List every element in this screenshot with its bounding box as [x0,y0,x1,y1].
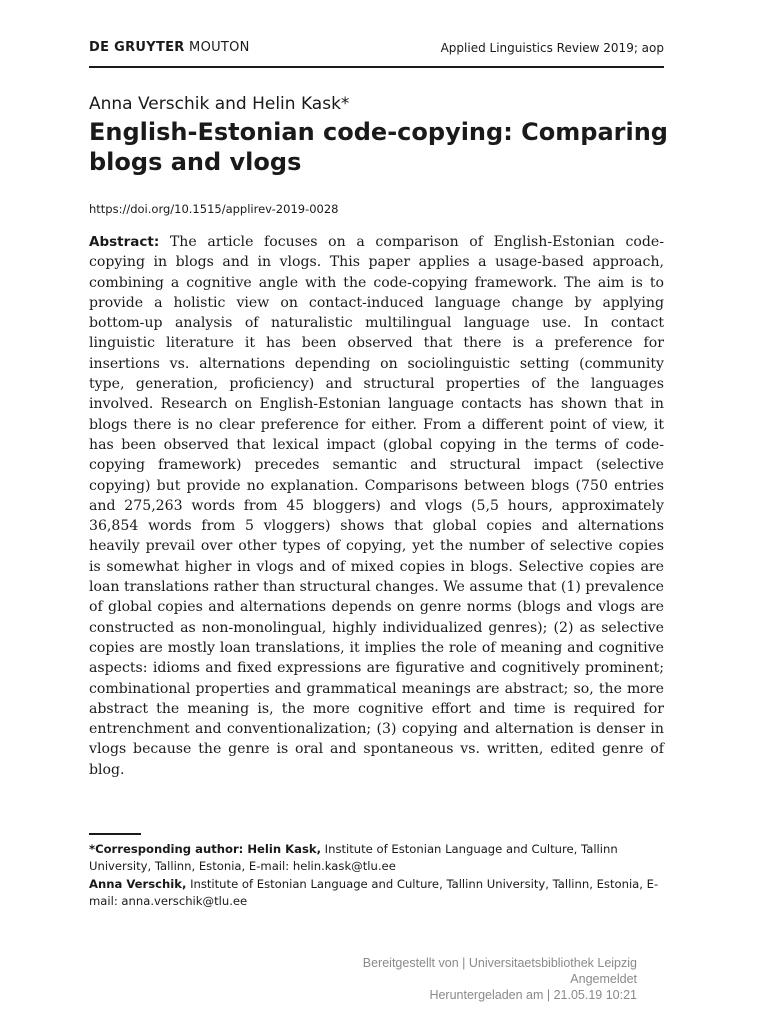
page-header [89,40,664,62]
download-timestamp: Heruntergeladen am | 21.05.19 10:21 [429,988,637,1002]
footnote-corresponding-author [89,841,669,876]
doi-link[interactable]: https://doi.org/10.1515/applirev-2019-0028 [89,202,339,216]
download-notice [363,955,637,1003]
download-provider: Bereitgestellt von | Universitaetsbibliothek Leipzig [362,956,637,970]
abstract-text: The article focuses on a comparison of English-Estonian code-copying in blogs and in vlogs. This paper applies a usage-based approach, combining a cognitive angle with the code-copying framework. The aim is to provide a holistic view on contact-induced language change by applying bottom-up analysis of naturalistic multilingual language use. In contact linguistic literature it has been observed that there is a preference for insertions vs. alternations depending on sociolinguistic setting (community type, generation, proficiency) and structural properties of the languages involved. Research on English-Estonian language contacts has shown that in blogs there is no clear preference for either. From a different point of view, it has been observed that lexical impact (global copying in the terms of code-copying framework) precedes semantic and structural impact (selective copying) but provide no explanation. Comparisons between blogs (750 entries and 275,263 words from 45 bloggers) and vlogs (5,5 hours, approximately 36,854 words from 5 vloggers) shows that global copies and alternations heavily prevail over other types of copying, yet the number of selective copies is somewhat higher in vlogs and of mixed copies in blogs. Selective copies are loan translations rather than structural changes. We assume that (1) prevalence of global copies and alternations depends on genre norms (blogs and vlogs are constructed as non-monolingual, highly individualized genres); (2) as selective copies are mostly loan translations, it implies the role of meaning and cognitive aspects: idioms and fixed expressions are figurative and cognitively prominent; combinational properties and grammatical meanings are abstract; so, the more abstract the meaning is, the more cognitive effort and time is required for entrenchment and conventionalization; (3) copying and alternation is denser in vlogs because the genre is oral and spontaneous vs. written, edited genre of blog. [89,234,664,778]
corresponding-author-affiliation: Institute of Estonian Language and Culture, Tallinn University, Tallinn, Estonia, E-mail: helin.kask@tlu.ee [89,842,618,874]
abstract [89,232,664,780]
second-author-label: Anna Verschik, [89,876,187,891]
article-authors: Anna Verschik and Helin Kask* [89,94,350,114]
publisher-name-bold: DE GRUYTER [89,40,185,55]
abstract-label: Abstract: [89,234,160,250]
second-author-affiliation: Institute of Estonian Language and Culture, Tallinn University, Tallinn, Estonia, E-mail: anna.verschik@tlu.ee [89,876,659,908]
footnote-second-author [89,876,669,911]
publisher-name-imprint: MOUTON [189,40,250,55]
footnote-divider [89,833,141,835]
download-status: Angemeldet [570,972,637,986]
article-title: English-Estonian code-copying: Comparing blogs and vlogs [89,118,668,176]
journal-citation: Applied Linguistics Review 2019; aop [440,41,664,55]
corresponding-author-label: *Corresponding author: Helin Kask, [89,842,321,856]
footnotes [89,841,669,910]
publisher-logo [89,40,250,55]
header-divider [89,66,664,68]
